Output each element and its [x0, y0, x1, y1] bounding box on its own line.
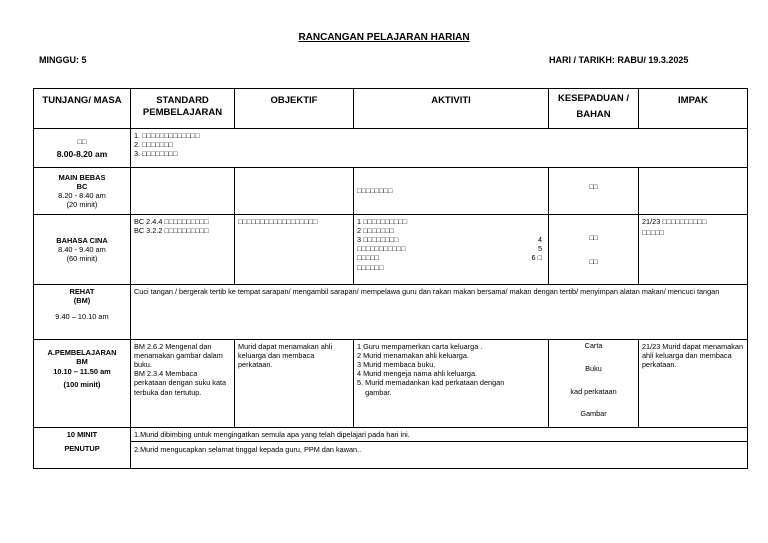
list-item: 3 □□□□□□□□: [357, 235, 399, 245]
lesson-plan-table: [33, 88, 748, 469]
standard-cell: [131, 340, 235, 428]
list-item: BC 3.2.2 □□□□□□□□□□: [134, 226, 209, 236]
masa-cell: [34, 129, 131, 168]
standard-item: BM 2.6.2 Mengenal dan menamakan gambar dalam buku.: [134, 342, 223, 370]
masa-title: 10 MINIT: [66, 430, 98, 439]
aktiviti-cell: □□□□□□□□: [354, 168, 549, 215]
list-item: 3. □□□□□□□□: [134, 149, 178, 159]
bahan-cell: [549, 215, 639, 285]
col-header-objektif: OBJEKTIF: [235, 89, 354, 129]
masa-duration: (20 minit): [66, 200, 98, 210]
routine-cell: [131, 129, 748, 168]
masa-duration: (100 minit): [63, 379, 101, 389]
list-item: BC 2.4.4 □□□□□□□□□□: [134, 217, 209, 226]
standard-cell: [131, 168, 235, 215]
objektif-cell: Murid dapat menamakan ahli keluarga dan membaca perkataan.: [235, 340, 354, 428]
table-row: [34, 129, 748, 168]
masa-sub: PENUTUP: [64, 444, 100, 454]
list-item: 1. □□□□□□□□□□□□□: [134, 131, 200, 140]
masa-time: 8.20 - 8.40 am: [58, 191, 106, 200]
masa-time: 8.40 - 9.40 am: [58, 244, 106, 254]
masa-cell: [34, 168, 131, 215]
header-row: [34, 89, 748, 129]
list-item: □□□□□: [357, 253, 380, 263]
standard-cell: [131, 215, 235, 285]
col-header-tunjang: TUNJANG/ MASA: [34, 89, 131, 129]
list-item: 2. □□□□□□□: [134, 140, 173, 150]
list-item: 1 Guru mempamerkan carta keluarga .: [357, 342, 483, 351]
masa-cell: [34, 285, 131, 340]
activity-number: 6 □: [531, 253, 542, 262]
week-label: MINGGU: 5: [39, 55, 87, 65]
bahan-cell: □□: [549, 168, 639, 215]
masa-title: REHAT: [69, 287, 95, 296]
masa-duration: (60 minit): [66, 254, 98, 264]
masa-title: A.PEMBELAJARAN: [47, 348, 117, 357]
table-row: [34, 215, 748, 285]
bahan-item: Buku: [585, 363, 602, 373]
aktiviti-cell: [354, 215, 549, 285]
masa-title: MAIN BEBAS: [58, 172, 106, 182]
list-item: 2.Murid mengucapkan selamat tinggal kepada guru, PPM dan kawan..: [134, 445, 362, 455]
masa-sub: BM: [76, 357, 88, 367]
masa-time: 8.00-8.20 am: [56, 148, 108, 159]
activity-number: 4: [537, 235, 542, 244]
list-item: 1 □□□□□□□□□□: [357, 217, 408, 226]
activity-number: 5: [537, 244, 542, 253]
table-row: [34, 285, 748, 340]
impak-cell: [639, 168, 748, 215]
objektif-cell: [235, 215, 354, 285]
rehat-cell: Cuci tangan / bergerak tertib ke tempat sarapan/ mengambil sarapan/ mempelawa guru dan rakan makan bersama/ makan dengan tertib/ menyimpan alatan makan/ mencuci tangan: [131, 285, 748, 340]
objektif-cell: [235, 168, 354, 215]
col-header-impak: IMPAK: [639, 89, 748, 129]
masa-title: □□: [77, 136, 87, 146]
penutup-cell: [131, 428, 748, 469]
date-label: HARI / TARIKH: RABU/ 19.3.2025: [549, 55, 689, 65]
bahan-cell: [549, 340, 639, 428]
list-item: 1.Murid dibimbing untuk mengingatkan semula apa yang telah dipelajari pada hari ini.: [131, 430, 747, 442]
list-item: 3 Murid membaca buku.: [357, 360, 436, 370]
masa-time: 9.40 – 10.10 am: [55, 311, 109, 321]
impak-line: □□□□□: [642, 228, 665, 238]
masa-cell: [34, 340, 131, 428]
bahan-item: Gambar: [580, 409, 607, 419]
bahan-item: □□: [589, 256, 598, 266]
masa-title: BAHASA CINA: [56, 235, 108, 245]
col-header-aktiviti: AKTIVITI: [354, 89, 549, 129]
standard-item: BM 2.3.4 Membaca perkataan dengan suku kata terbuka dan tertutup.: [134, 369, 227, 397]
bahan-item: Carta: [584, 341, 603, 350]
list-item: 4 Murid mengeja nama ahli keluarga.: [357, 369, 478, 379]
impak-cell: 21/23 Murid dapat menamakan ahli keluarga dan membaca perkataan.: [639, 340, 748, 428]
list-item: □□□□□□□□□□□: [357, 244, 406, 254]
page-title: RANCANGAN PELAJARAN HARIAN: [298, 32, 470, 43]
masa-cell: [34, 215, 131, 285]
masa-time: 10.10 – 11.50 am: [53, 366, 111, 376]
table-row: [34, 168, 748, 215]
bahan-item: □□: [589, 233, 598, 243]
table-row: [34, 340, 748, 428]
impak-line: 21/23 □□□□□□□□□□: [642, 217, 707, 226]
list-item: 2 □□□□□□□: [357, 226, 394, 236]
list-item: gambar.: [357, 387, 392, 397]
col-header-standard: STANDARD PEMBELAJARAN: [131, 89, 235, 129]
aktiviti-cell: [354, 340, 549, 428]
list-item: □□□□□□: [357, 262, 384, 272]
objektif-text: □□□□□□□□□□□□□□□□□□: [238, 217, 318, 226]
impak-cell: [639, 215, 748, 285]
masa-sub: (BM): [73, 296, 91, 306]
col-header-kesepaduan: KESEPADUAN / BAHAN: [549, 89, 639, 129]
masa-sub: BC: [76, 181, 88, 191]
masa-cell: [34, 428, 131, 469]
list-item: 5. Murid memadankan kad perkataan dengan: [357, 378, 505, 388]
bahan-item: kad perkataan: [570, 386, 617, 396]
table-row: [34, 428, 748, 469]
list-item: 2 Murid menamakan ahli keluarga.: [357, 351, 469, 361]
